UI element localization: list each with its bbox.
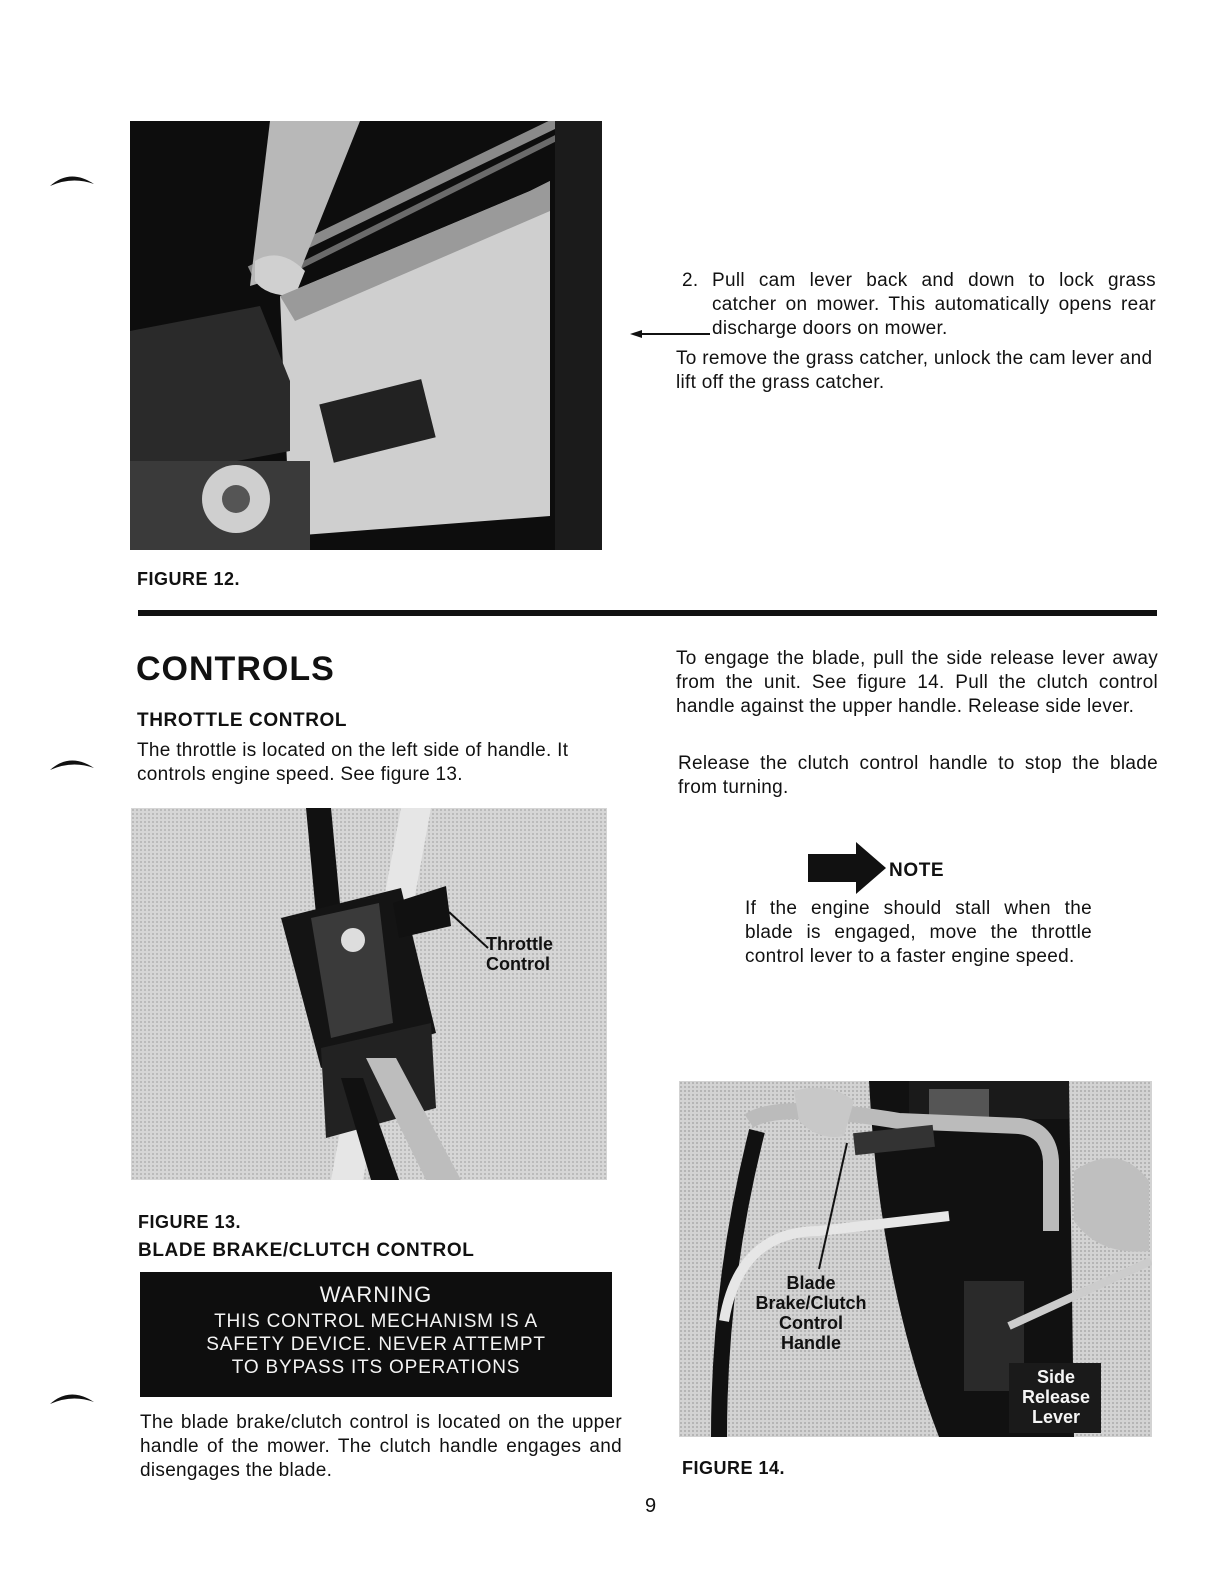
warning-title: WARNING [319, 1282, 433, 1307]
engage-blade-text: To engage the blade, pull the side release lever away from the unit. See figure 14. Pull the clutch control handle against the upper handle. Release side lever. [676, 648, 1158, 717]
note-text: If the engine should stall when the blade is engaged, move the throttle control lever to a faster engine speed. [745, 898, 1092, 967]
warning-line: SAFETY DEVICE. NEVER ATTEMPT [206, 1334, 546, 1355]
warning-line: THIS CONTROL MECHANISM IS A [214, 1311, 538, 1332]
blade-control-text: The blade brake/clutch control is located on the upper handle of the mower. The clutch handle engages and disengages the blade. [140, 1412, 622, 1481]
binding-mark-icon [48, 752, 98, 776]
warning-box [140, 1272, 612, 1397]
release-clutch-text: Release the clutch control handle to stop the blade from turning. [678, 753, 1158, 798]
section-title: CONTROLS [136, 650, 335, 688]
figure-13-photo [131, 808, 607, 1180]
blade-brake-clutch-label: Blade Brake/Clutch Control Handle [755, 1273, 867, 1353]
figure-12-caption: FIGURE 12. [137, 569, 241, 589]
blade-control-heading: BLADE BRAKE/CLUTCH CONTROL [138, 1240, 475, 1261]
step-2-text: Pull cam lever back and down to lock grass catcher on mower. This automatically opens rear discharge doors on mower. [712, 270, 1156, 339]
throttle-control-label: Throttle Control [486, 934, 553, 974]
note-label: NOTE [889, 860, 945, 881]
figure-13-caption: FIGURE 13. [138, 1212, 242, 1232]
binding-mark-icon [48, 1386, 98, 1410]
throttle-text: The throttle is located on the left side of handle. It controls engine speed. See figure 13. [137, 740, 569, 785]
figure-14-photo [679, 1081, 1152, 1437]
side-release-lever-label: Side Release Lever [1021, 1367, 1091, 1427]
pointer-arrow-icon [630, 328, 712, 340]
step-number: 2. [682, 270, 699, 291]
page-number: 9 [645, 1495, 657, 1517]
throttle-heading: THROTTLE CONTROL [137, 710, 348, 731]
remove-catcher-text: To remove the grass catcher, unlock the cam lever and lift off the grass catcher. [676, 348, 1153, 393]
warning-line: TO BYPASS ITS OPERATIONS [231, 1357, 521, 1378]
note-arrow-icon [808, 842, 886, 894]
binding-mark-icon [48, 168, 98, 192]
figure-14-caption: FIGURE 14. [682, 1458, 786, 1478]
section-divider [138, 610, 1157, 616]
figure-12-photo [130, 121, 602, 550]
